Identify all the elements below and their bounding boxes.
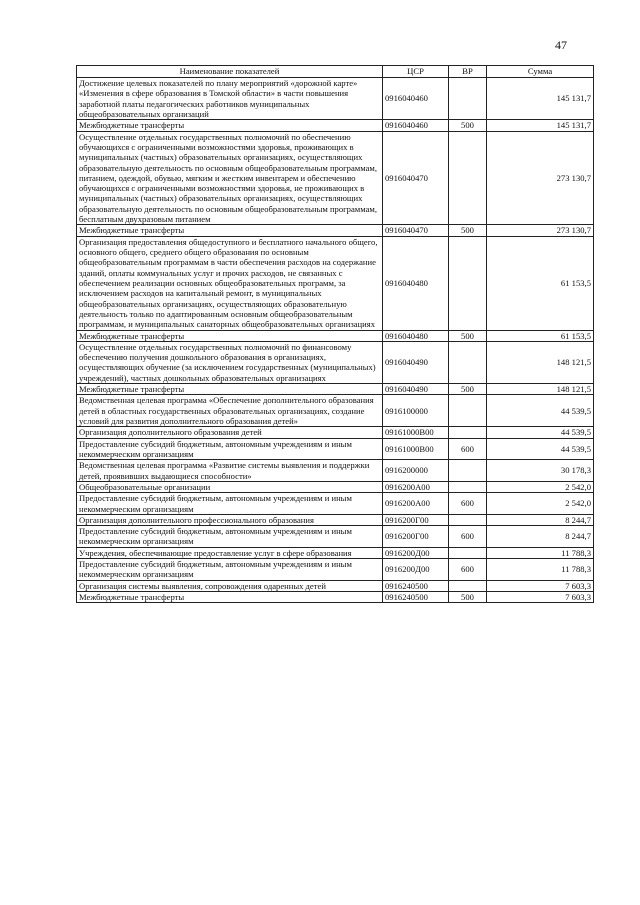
cell-sum: 8 244,7 [487, 514, 594, 525]
cell-sum: 148 121,5 [487, 384, 594, 395]
cell-sum: 44 539,5 [487, 427, 594, 438]
cell-sum: 148 121,5 [487, 341, 594, 383]
table-row [77, 493, 594, 515]
cell-vr: 500 [449, 384, 487, 395]
cell-name: Межбюджетные трансферты [77, 225, 383, 236]
table-row [77, 438, 594, 460]
cell-name: Учреждения, обеспечивающие предоставление услуг в сфере образования [77, 547, 383, 558]
cell-vr: 500 [449, 120, 487, 131]
table-row [77, 78, 594, 120]
cell-sum: 11 788,3 [487, 547, 594, 558]
table-row [77, 341, 594, 383]
cell-csr: 0916200Г00 [383, 526, 449, 548]
cell-vr [449, 427, 487, 438]
table-row [77, 236, 594, 330]
table-row [77, 526, 594, 548]
cell-sum: 44 539,5 [487, 438, 594, 460]
cell-csr: 0916200Г00 [383, 514, 449, 525]
cell-sum: 2 542,0 [487, 493, 594, 515]
cell-vr: 500 [449, 330, 487, 341]
table-row [77, 427, 594, 438]
cell-vr: 600 [449, 526, 487, 548]
cell-sum: 44 539,5 [487, 395, 594, 427]
cell-vr [449, 580, 487, 591]
cell-sum: 30 178,3 [487, 460, 594, 482]
cell-csr: 0916040470 [383, 131, 449, 225]
cell-csr: 0916040490 [383, 341, 449, 383]
cell-sum: 145 131,7 [487, 78, 594, 120]
table-row [77, 547, 594, 558]
cell-name: Организация предоставления общедоступного и бесплатного начального общего, основного общего, среднего общего образования по основным общеобразовательным программам в части обеспечения расходов на содержание зданий, оплаты коммунальных услуг и прочих расходов, не связанных с обеспечением реализации основных общеобразовательных программ, за исключением расходов на капитальный ремонт, в муниципальных общеобразовательных организациях, осуществляющих образовательную деятельность только по адаптированным основным общеобразовательным программам, и муниципальных санаторных общеобразовательных организациях [77, 236, 383, 330]
cell-csr: 0916240500 [383, 580, 449, 591]
table-row [77, 514, 594, 525]
cell-csr: 0916040470 [383, 225, 449, 236]
cell-csr: 0916200Д00 [383, 559, 449, 581]
cell-sum: 7 603,3 [487, 580, 594, 591]
cell-vr: 600 [449, 438, 487, 460]
cell-sum: 61 153,5 [487, 236, 594, 330]
page-number: 47 [555, 38, 567, 52]
cell-sum: 7 603,3 [487, 592, 594, 603]
table-row [77, 580, 594, 591]
cell-csr: 0916240500 [383, 592, 449, 603]
header-name: Наименование показателей [77, 66, 383, 78]
cell-name: Предоставление субсидий бюджетным, автономным учреждениям и иным некоммерческим организациям [77, 559, 383, 581]
header-vr: ВР [449, 66, 487, 78]
cell-name: Межбюджетные трансферты [77, 120, 383, 131]
cell-name: Организация дополнительного образования детей [77, 427, 383, 438]
cell-name: Межбюджетные трансферты [77, 330, 383, 341]
cell-name: Осуществление отдельных государственных полномочий по обеспечению обучающихся с ограниченными возможностями здоровья, проживающих в муниципальных (частных) образовательных организациях, осуществляющих образовательную деятельность по основным общеобразовательным программам, питанием, одеждой, обувью, мягким и жестким инвентарем и обеспечению обучающихся с ограниченными возможностями здоровья, не проживающих в муниципальных (частных) образовательных организациях, осуществляющих образовательную деятельность по основным общеобразовательным программам, бесплатным двухразовым питанием [77, 131, 383, 225]
cell-csr: 0916040460 [383, 78, 449, 120]
cell-name: Межбюджетные трансферты [77, 384, 383, 395]
cell-name: Организация системы выявления, сопровождения одаренных детей [77, 580, 383, 591]
cell-vr: 600 [449, 559, 487, 581]
cell-vr [449, 131, 487, 225]
cell-vr [449, 481, 487, 492]
cell-vr: 500 [449, 592, 487, 603]
budget-table [76, 65, 594, 603]
table-row [77, 481, 594, 492]
cell-name: Общеобразовательные организации [77, 481, 383, 492]
cell-sum: 2 542,0 [487, 481, 594, 492]
cell-csr: 0916040480 [383, 236, 449, 330]
table-row [77, 131, 594, 225]
cell-csr: 0916200А00 [383, 481, 449, 492]
table-row [77, 225, 594, 236]
cell-sum: 8 244,7 [487, 526, 594, 548]
cell-name: Предоставление субсидий бюджетным, автономным учреждениям и иным некоммерческим организациям [77, 493, 383, 515]
cell-vr [449, 395, 487, 427]
cell-vr [449, 236, 487, 330]
table-header-row [77, 66, 594, 78]
cell-vr [449, 341, 487, 383]
cell-name: Организация дополнительного профессионального образования [77, 514, 383, 525]
cell-sum: 273 130,7 [487, 131, 594, 225]
cell-vr [449, 514, 487, 525]
header-csr: ЦСР [383, 66, 449, 78]
table-row [77, 384, 594, 395]
table-row [77, 120, 594, 131]
cell-csr: 09161000В00 [383, 427, 449, 438]
cell-name: Ведомственная целевая программа «Обеспечение дополнительного образования детей в областных государственных образовательных организациях, создание условий для развития дополнительного образования детей» [77, 395, 383, 427]
cell-csr: 0916100000 [383, 395, 449, 427]
cell-sum: 11 788,3 [487, 559, 594, 581]
cell-name: Предоставление субсидий бюджетным, автономным учреждениям и иным некоммерческим организациям [77, 438, 383, 460]
cell-name: Предоставление субсидий бюджетным, автономным учреждениям и иным некоммерческим организациям [77, 526, 383, 548]
cell-vr: 600 [449, 493, 487, 515]
table-row [77, 330, 594, 341]
table-row [77, 460, 594, 482]
cell-csr: 0916200А00 [383, 493, 449, 515]
header-sum: Сумма [487, 66, 594, 78]
table-row [77, 559, 594, 581]
cell-sum: 273 130,7 [487, 225, 594, 236]
cell-vr [449, 78, 487, 120]
cell-csr: 0916040480 [383, 330, 449, 341]
cell-sum: 145 131,7 [487, 120, 594, 131]
cell-csr: 09161000В00 [383, 438, 449, 460]
table-row [77, 592, 594, 603]
cell-name: Осуществление отдельных государственных полномочий по финансовому обеспечению получения дошкольного образования в организациях, осуществляющих обучение (за исключением государственных (муниципальных) учреждений), частных дошкольных образовательных организациях [77, 341, 383, 383]
cell-vr [449, 547, 487, 558]
cell-vr: 500 [449, 225, 487, 236]
cell-csr: 0916200000 [383, 460, 449, 482]
cell-name: Межбюджетные трансферты [77, 592, 383, 603]
cell-csr: 0916040490 [383, 384, 449, 395]
cell-sum: 61 153,5 [487, 330, 594, 341]
cell-name: Достижение целевых показателей по плану мероприятий «дорожной карте» «Изменения в сфере образования в Томской области» в части повышения заработной платы педагогических работников муниципальных общеобразовательных организаций [77, 78, 383, 120]
cell-name: Ведомственная целевая программа «Развитие системы выявления и поддержки детей, проявивших выдающиеся способности» [77, 460, 383, 482]
cell-csr: 0916040460 [383, 120, 449, 131]
cell-csr: 0916200Д00 [383, 547, 449, 558]
cell-vr [449, 460, 487, 482]
table-row [77, 395, 594, 427]
